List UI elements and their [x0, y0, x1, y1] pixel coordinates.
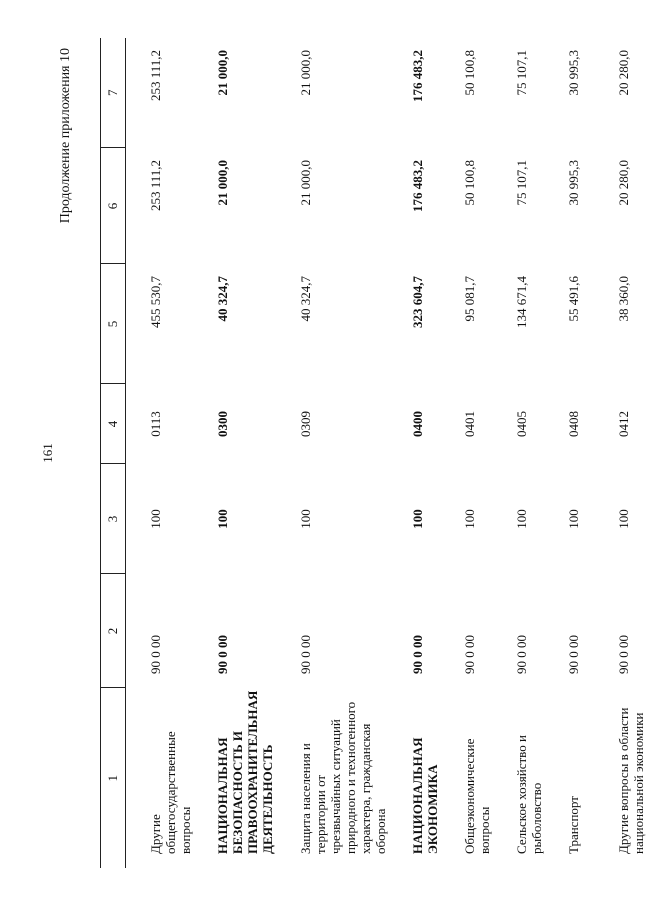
cell-section: 0401: [462, 411, 477, 437]
column-header: 6: [101, 148, 126, 264]
cell-amount: 323 604,7: [410, 276, 425, 328]
cell-section: 0113: [148, 411, 163, 437]
cell-amount: 55 491,6: [566, 276, 581, 322]
cell-code: 90 0 00: [148, 635, 163, 674]
cell-section: 0300: [215, 411, 230, 437]
cell-amount: 38 360,0: [616, 276, 631, 322]
row-name: Защита населения и территории от чрезвычайных ситуаций природного и техногенного характера, гражданская оборона: [298, 701, 388, 854]
cell-amount: 95 081,7: [462, 276, 477, 322]
row-name: НАЦИОНАЛЬНАЯ ЭКОНОМИКА: [410, 737, 440, 854]
column-header: 1: [101, 688, 126, 868]
cell-type: 100: [215, 509, 230, 529]
cell-code: 90 0 00: [298, 635, 313, 674]
cell-amount: 20 280,0: [616, 50, 631, 96]
cell-amount: 253 111,2: [148, 160, 163, 212]
rotated-table-page: [58, 38, 646, 868]
cell-amount: 40 324,7: [215, 276, 230, 322]
column-header: 4: [101, 384, 126, 464]
column-header: 3: [101, 464, 126, 574]
cell-amount: 30 995,3: [566, 50, 581, 96]
cell-code: 90 0 00: [410, 635, 425, 674]
row-name: Другие вопросы в области национальной экономики: [616, 707, 646, 854]
cell-amount: 21 000,0: [298, 50, 313, 96]
table-row: [193, 38, 276, 868]
table-row: [492, 38, 544, 868]
cell-section: 0405: [514, 411, 529, 437]
budget-table: [100, 38, 646, 868]
column-number-row: [101, 38, 126, 868]
column-header: 7: [101, 38, 126, 148]
cell-code: 90 0 00: [514, 635, 529, 674]
column-header: 5: [101, 264, 126, 384]
table-row: [594, 38, 646, 868]
cell-code: 90 0 00: [566, 635, 581, 674]
table-row: [276, 38, 388, 868]
cell-amount: 253 111,2: [148, 50, 163, 102]
table-row: [126, 38, 194, 868]
cell-amount: 176 483,2: [410, 50, 425, 102]
cell-code: 90 0 00: [616, 635, 631, 674]
cell-amount: 75 107,1: [514, 160, 529, 206]
cell-section: 0400: [410, 411, 425, 437]
table-row: [544, 38, 594, 868]
cell-type: 100: [462, 509, 477, 529]
cell-code: 90 0 00: [215, 635, 230, 674]
appendix-caption: Продолжение приложения 10: [58, 48, 73, 224]
cell-type: 100: [566, 509, 581, 529]
row-name: Сельское хозяйство и рыболовство: [514, 735, 544, 854]
table-row: [388, 38, 440, 868]
cell-type: 100: [148, 509, 163, 529]
table-row: [440, 38, 492, 868]
cell-amount: 21 000,0: [215, 50, 230, 96]
page-number: 161: [40, 443, 55, 463]
cell-type: 100: [298, 509, 313, 529]
cell-amount: 50 100,8: [462, 50, 477, 96]
cell-amount: 40 324,7: [298, 276, 313, 322]
cell-amount: 455 530,7: [148, 276, 163, 328]
cell-amount: 134 671,4: [514, 276, 529, 328]
row-name: Транспорт: [566, 796, 581, 854]
row-name: Общеэкономические вопросы: [462, 738, 492, 854]
cell-section: 0309: [298, 411, 313, 437]
cell-section: 0408: [566, 411, 581, 437]
cell-type: 100: [616, 509, 631, 529]
cell-amount: 21 000,0: [298, 160, 313, 206]
cell-amount: 50 100,8: [462, 160, 477, 206]
cell-type: 100: [514, 509, 529, 529]
cell-code: 90 0 00: [462, 635, 477, 674]
cell-amount: 20 280,0: [616, 160, 631, 206]
row-name: НАЦИОНАЛЬНАЯ БЕЗОПАСНОСТЬ И ПРАВООХРАНИТЕЛЬНАЯ ДЕЯТЕЛЬНОСТЬ: [215, 690, 275, 854]
cell-section: 0412: [616, 411, 631, 437]
column-header: 2: [101, 574, 126, 688]
cell-amount: 75 107,1: [514, 50, 529, 96]
cell-amount: 176 483,2: [410, 160, 425, 212]
cell-amount: 21 000,0: [215, 160, 230, 206]
row-name: Другие общегосударственные вопросы: [148, 731, 193, 854]
cell-type: 100: [410, 509, 425, 529]
cell-amount: 30 995,3: [566, 160, 581, 206]
